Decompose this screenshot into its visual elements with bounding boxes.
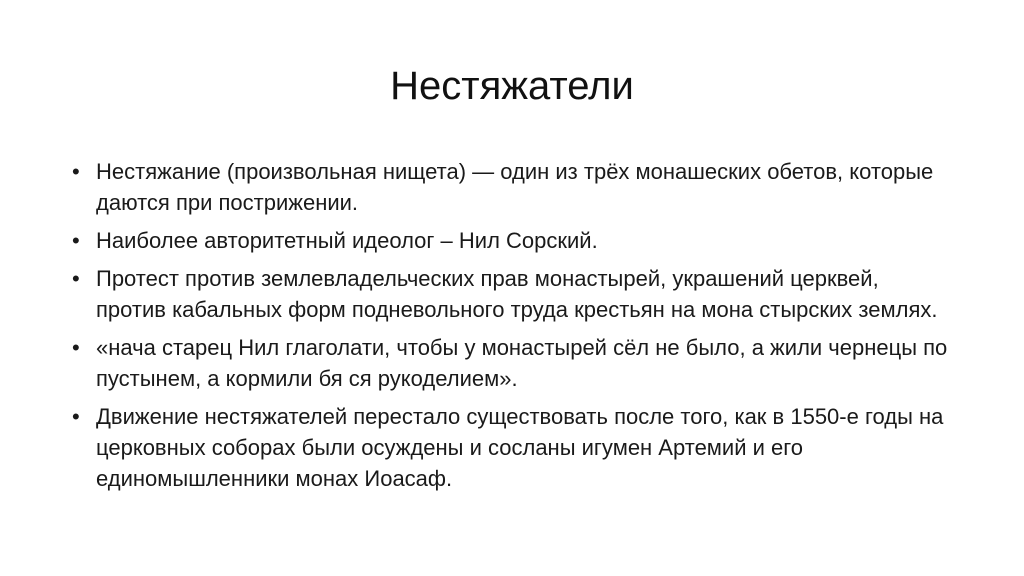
bullet-list [70,156,950,501]
bullet-item [70,263,950,325]
bullet-item [70,156,950,218]
bullet-text: «нача старец Нил глаголати, чтобы у монастырей сёл не было, а жили чернецы по пустынем, а кормили бя ся рукоделием». [96,335,948,391]
bullet-text: Протест против землевладельческих прав монастырей, украшений церквей, против кабальных форм подневольного труда крестьян на мона стырских землях. [96,266,938,322]
bullet-text: Наиболее авторитетный идеолог – Нил Сорский. [96,228,598,253]
bullet-dot-icon: • [72,404,80,429]
bullet-dot-icon: • [72,266,80,291]
bullet-dot-icon: • [72,335,80,360]
slide-title: Нестяжатели [390,64,634,108]
bullet-dot-icon: • [72,228,80,253]
bullet-item [70,225,950,256]
bullet-item [70,332,950,394]
bullet-text: Движение нестяжателей перестало существовать после того, как в 1550-е годы на церковных соборах были осуждены и сосланы игумен Артемий и его единомышленники монах Иоасаф. [96,404,944,491]
bullet-dot-icon: • [72,159,80,184]
bullet-text: Нестяжание (произвольная нищета) — один из трёх монашеских обетов, которые даются при пострижении. [96,159,934,215]
bullet-item [70,401,950,494]
